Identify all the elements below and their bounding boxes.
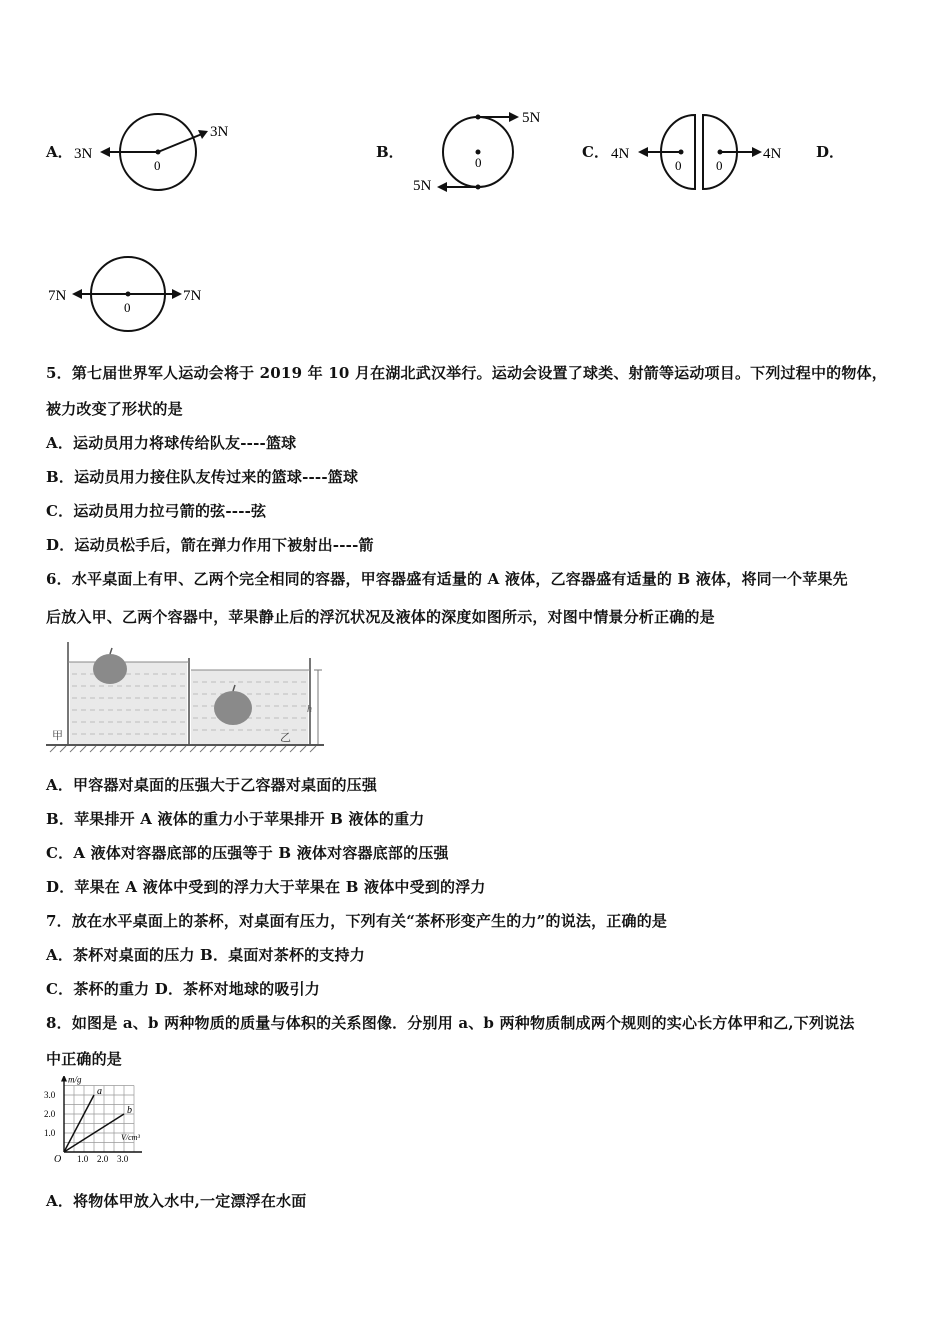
center-label: 0 — [124, 300, 131, 315]
force-label-right: 3N — [210, 124, 229, 140]
y-tick-label: 1.0 — [44, 1128, 56, 1138]
q8-stem-line-1: 8．如图是 a、b 两种物质的质量与体积的关系图像．分别用 a、b 两种物质制成两个规则的实心长方体甲和乙,下列说法 — [46, 1014, 855, 1032]
depth-h-label: h — [307, 704, 312, 715]
y-tick-label: 3.0 — [44, 1090, 56, 1100]
q5-stem-line-1: 5．第七届世界军人运动会将于 2019 年 10 月在湖北武汉举行。运动会设置了球类、射箭等运动项目。下列过程中的物体， — [46, 364, 887, 382]
q6-stem-line-1: 6．水平桌面上有甲、乙两个完全相同的容器，甲容器盛有适量的 A 液体，乙容器盛有适量的 B 液体，将同一个苹果先 — [46, 570, 848, 588]
q7-options-cd: C．茶杯的重力 D．茶杯对地球的吸引力 — [46, 980, 320, 998]
q7-stem: 7．放在水平桌面上的茶杯，对桌面有压力，下列有关“茶杯形变产生的力”的说法，正确的是 — [46, 912, 668, 930]
q5-option-c: C．运动员用力拉弓箭的弦----弦 — [46, 502, 267, 520]
apple-in-jia — [93, 654, 127, 684]
option-d-force-diagram — [46, 255, 216, 335]
q6-stem-line-2: 后放入甲、乙两个容器中，苹果静止后的浮沉状况及液体的深度如图所示，对图中情景分析正确的是 — [46, 608, 715, 626]
x-tick-label: 1.0 — [77, 1154, 89, 1164]
center-label-left: 0 — [675, 158, 682, 173]
container-jia-label: 甲 — [52, 730, 63, 742]
mass-volume-chart — [44, 1076, 164, 1166]
force-label-left: 3N — [74, 146, 93, 162]
force-label-right: 4N — [763, 146, 782, 162]
q5-option-d: D．运动员松手后，箭在弹力作用下被射出----箭 — [46, 536, 374, 554]
q6-option-c: C．A 液体对容器底部的压强等于 B 液体对容器底部的压强 — [46, 844, 449, 862]
option-c-label: C． — [582, 143, 609, 161]
q5-stem-line-2: 被力改变了形状的是 — [46, 400, 183, 418]
x-tick-label: 3.0 — [117, 1154, 129, 1164]
q8-stem-line-2: 中正确的是 — [46, 1050, 123, 1068]
option-c-force-diagram — [608, 112, 793, 192]
center-label-right: 0 — [716, 158, 723, 173]
option-d-label: D． — [816, 143, 845, 161]
force-label-right: 7N — [183, 288, 202, 304]
center-label: 0 — [475, 155, 482, 170]
container-yi-label: 乙 — [280, 732, 291, 744]
x-tick-label: 2.0 — [97, 1154, 109, 1164]
force-label-bottom: 5N — [413, 178, 432, 194]
q8-option-a: A．将物体甲放入水中,一定漂浮在水面 — [46, 1192, 307, 1210]
force-label-left: 4N — [611, 146, 630, 162]
force-label-top: 5N — [522, 110, 541, 126]
q7-options-ab: A．茶杯对桌面的压力 B．桌面对茶杯的支持力 — [46, 946, 365, 964]
q6-containers-figure — [46, 638, 326, 753]
q6-option-d: D．苹果在 A 液体中受到的浮力大于苹果在 B 液体中受到的浮力 — [46, 878, 486, 896]
apple-in-yi — [214, 691, 252, 725]
option-b-label: B． — [376, 143, 404, 161]
y-axis-arrow — [61, 1076, 67, 1082]
series-label-a: a — [97, 1086, 102, 1097]
series-label-b: b — [127, 1105, 132, 1116]
origin-label: O — [54, 1154, 62, 1165]
center-label: 0 — [154, 158, 161, 173]
y-axis-label: m/g — [68, 1076, 82, 1085]
q5-option-a: A．运动员用力将球传给队友----篮球 — [46, 434, 297, 452]
q5-option-b: B．运动员用力接住队友传过来的篮球----篮球 — [46, 468, 359, 486]
option-b-force-diagram — [405, 100, 555, 200]
option-a-label: A． — [46, 143, 73, 161]
force-label-left: 7N — [48, 288, 67, 304]
option-a-force-diagram — [70, 112, 240, 192]
q6-option-b: B．苹果排开 A 液体的重力小于苹果排开 B 液体的重力 — [46, 810, 425, 828]
y-tick-label: 2.0 — [44, 1109, 56, 1119]
q6-option-a: A．甲容器对桌面的压强大于乙容器对桌面的压强 — [46, 776, 378, 794]
x-axis-label: V/cm³ — [121, 1133, 140, 1142]
